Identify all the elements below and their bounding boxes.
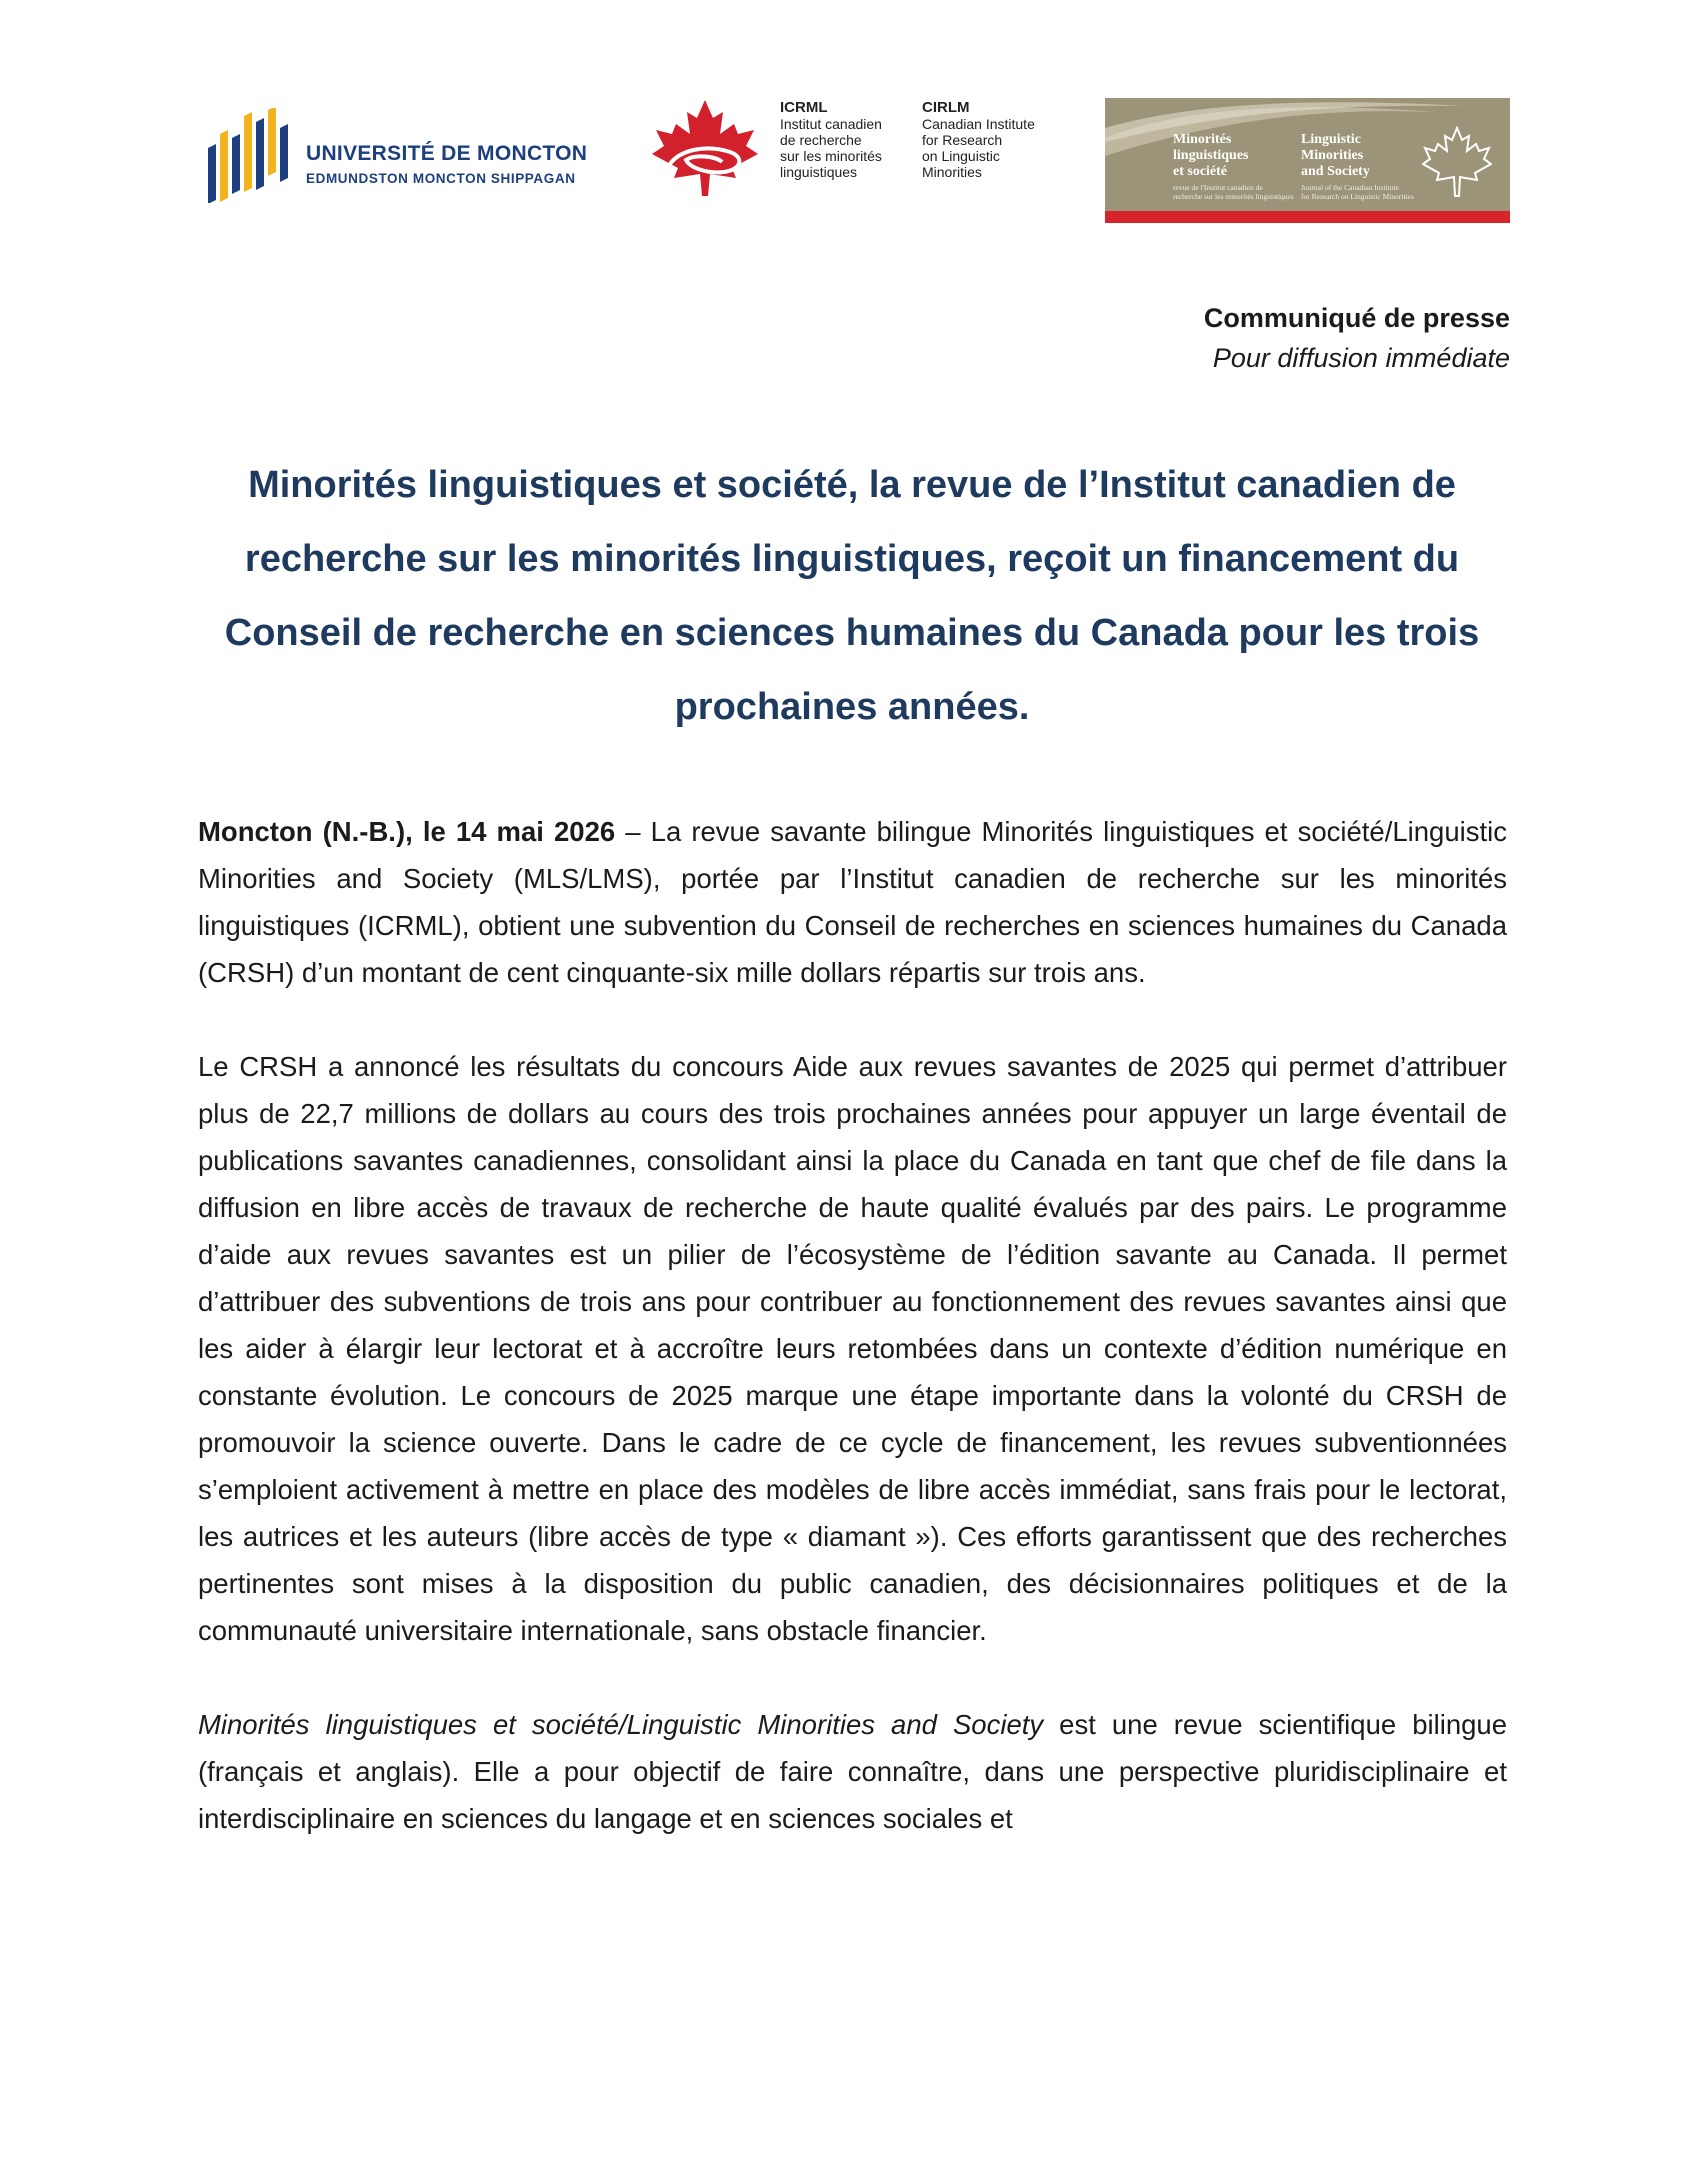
release-timing: Pour diffusion immédiate	[1212, 343, 1510, 373]
lms-subtitle-line: Journal of the Canadian Institute	[1301, 183, 1399, 192]
paragraph-1	[198, 808, 1507, 996]
lms-title-line: Minorities	[1301, 148, 1364, 163]
icrml-line: sur les minorités	[780, 148, 882, 164]
cirlm-english-block	[922, 100, 1035, 180]
mls-title-line: Minorités	[1173, 132, 1232, 147]
universite-de-moncton-emblem	[208, 108, 298, 203]
cirlm-line: Minorities	[922, 164, 982, 180]
paragraph-2: Le CRSH a annoncé les résultats du concours Aide aux revues savantes de 2025 qui permet d’attribuer plus de 22,7 millions de dollars au cours des trois prochaines années pour appuyer un large éventail de publications savantes canadiennes, consolidant ainsi la place du Canada en tant que chef de file dans la diffusion en libre accès de travaux de recherche de haute qualité évalués par des pairs. Le programme d’aide aux revues savantes est un pilier de l’écosystème de l’édition savante au Canada. Il permet d’attribuer des subventions de trois ans pour contribuer au fonctionnement des revues savantes ainsi que les aider à élargir leur lectorat et à accroître leurs retombées dans un contexte d’édition numérique en constante évolution. Le concours de 2025 marque une étape importante dans la volonté du CRSH de promouvoir la science ouverte. Dans le cadre de ce cycle de financement, les revues subventionnées s’emploient activement à mettre en place des modèles de libre accès immédiat, sans frais pour le lectorat, les autrices et les auteurs (libre accès de type « diamant »). Ces efforts garantissent que des recherches pertinentes sont mises à la disposition du public canadien, des décisionnaires politiques et de la communauté universitaire internationale, sans obstacle financier.	[198, 1051, 1507, 1646]
lms-title-line: Linguistic	[1301, 132, 1361, 147]
maple-leaf-icon	[650, 98, 760, 198]
icrml-cirlm-logo	[650, 98, 1070, 208]
dateline: Moncton (N.-B.), le 14 mai 2026	[198, 816, 616, 847]
icrml-line: linguistiques	[780, 164, 858, 180]
mls-title-line: et société	[1173, 164, 1228, 179]
cirlm-acronym: CIRLM	[922, 99, 970, 116]
red-stripe	[1105, 211, 1510, 223]
campus-list: EDMUNDSTON MONCTON SHIPPAGAN	[306, 171, 576, 186]
release-body	[198, 808, 1507, 1889]
mls-title-line: linguistiques	[1173, 148, 1249, 163]
release-label	[1204, 298, 1510, 378]
journal-title: Minorités linguistiques et société/Linguistic Minorities and Society	[198, 1709, 1044, 1740]
cirlm-line: Canadian Institute	[922, 116, 1035, 132]
paragraph-1-text: – La revue savante bilingue Minorités linguistiques et société/Linguistic Minorities and Society (MLS/LMS), portée par l’Institut canadien de recherche sur les minorités linguistiques (ICRML), obtient une subvention du Conseil de recherches en sciences humaines du Canada (CRSH) d’un montant de cent cinquante-six mille dollars répartis sur trois ans.	[198, 816, 1507, 988]
lms-subtitle-line: for Research on Linguistic Minorities	[1301, 192, 1414, 201]
icrml-line: de recherche	[780, 132, 862, 148]
mls-subtitle-line: revue de l'Institut canadien de	[1173, 183, 1263, 192]
lms-english-title-block	[1301, 132, 1414, 201]
icrml-acronym: ICRML	[780, 99, 828, 116]
maple-leaf-outline-icon	[1422, 126, 1492, 198]
lms-title-line: and Society	[1301, 164, 1370, 179]
headline: Minorités linguistiques et société, la revue de l’Institut canadien de recherche sur les minorités linguistiques, reçoit un financement du Conseil de recherche en sciences humaines du Canada pour les trois prochaines années.	[224, 464, 1480, 728]
mls-lms-journal-banner	[1105, 98, 1510, 223]
mls-french-title-block	[1173, 132, 1294, 201]
universite-de-moncton-logo	[208, 108, 608, 203]
paragraph-3-text: est une revue scientifique bilingue (français et anglais). Elle a pour objectif de faire connaître, dans une perspective pluridisciplinaire et interdisciplinaire en sciences du langage et en sciences sociales et	[198, 1709, 1507, 1834]
icrml-french-block	[780, 100, 882, 180]
cirlm-line: for Research	[922, 132, 1003, 148]
icrml-line: Institut canadien	[780, 116, 882, 132]
mls-subtitle-line: recherche sur les minorités linguistiques	[1173, 192, 1294, 201]
universite-name: UNIVERSITÉ DE MONCTON	[306, 142, 588, 165]
cirlm-line: on Linguistic	[922, 148, 1000, 164]
paragraph-3	[198, 1701, 1507, 1842]
release-kind: Communiqué de presse	[1203, 303, 1510, 333]
